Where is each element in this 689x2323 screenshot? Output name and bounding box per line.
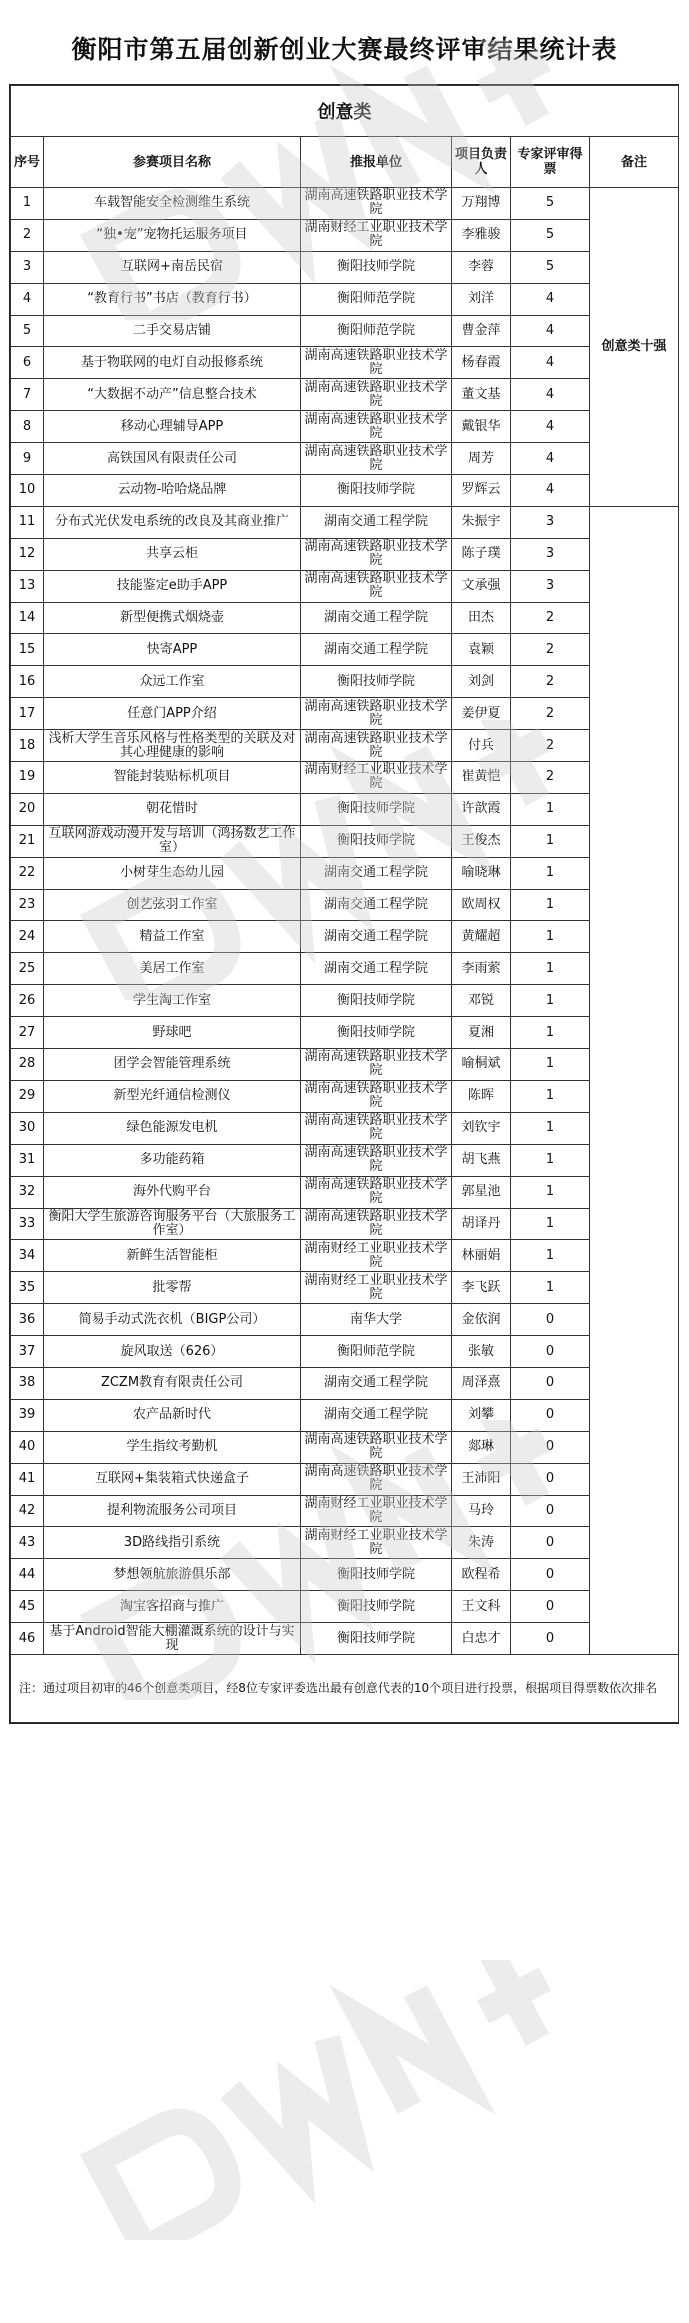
vote-count: 2 xyxy=(511,602,590,634)
table-row xyxy=(11,825,679,857)
vote-count: 1 xyxy=(511,1176,590,1208)
submitting-unit: 衡阳技师学院 xyxy=(301,793,452,825)
project-name: 农产品新时代 xyxy=(44,1399,301,1431)
vote-count: 0 xyxy=(511,1591,590,1623)
project-leader: 郭星池 xyxy=(452,1176,511,1208)
submitting-unit: 湖南高速铁路职业技术学院 xyxy=(301,698,452,730)
table-row xyxy=(11,1336,679,1368)
submitting-unit: 湖南高速铁路职业技术学院 xyxy=(301,1431,452,1463)
project-name: 技能鉴定e助手APP xyxy=(44,570,301,602)
vote-count: 0 xyxy=(511,1336,590,1368)
table-row xyxy=(11,1240,679,1272)
project-leader: 戴银华 xyxy=(452,411,511,443)
project-name: 美居工作室 xyxy=(44,953,301,985)
row-number: 3 xyxy=(11,251,44,283)
project-name: 提利物流服务公司项目 xyxy=(44,1495,301,1527)
project-name: 多功能药箱 xyxy=(44,1144,301,1176)
project-name: 批零帮 xyxy=(44,1272,301,1304)
project-leader: 金依润 xyxy=(452,1304,511,1336)
table-row xyxy=(11,921,679,953)
project-name: 学生指纹考勤机 xyxy=(44,1431,301,1463)
submitting-unit: 衡阳技师学院 xyxy=(301,1017,452,1049)
row-number: 1 xyxy=(11,188,44,220)
row-number: 38 xyxy=(11,1367,44,1399)
submitting-unit: 衡阳师范学院 xyxy=(301,283,452,315)
submitting-unit: 湖南财经工业职业技术学院 xyxy=(301,1240,452,1272)
row-number: 15 xyxy=(11,634,44,666)
project-name: 淘宝客招商与推广 xyxy=(44,1591,301,1623)
project-leader: 李飞跃 xyxy=(452,1272,511,1304)
footnote: 注：通过项目初审的46个创意类项目，经8位专家评委选出最有创意代表的10个项目进行投票，根据项目得票数依次排名 xyxy=(11,1654,679,1722)
page-title: 衡阳市第五届创新创业大赛最终评审结果统计表 xyxy=(71,35,618,64)
table-row xyxy=(11,1080,679,1112)
project-leader: 罗辉云 xyxy=(452,475,511,507)
project-leader: 周泽熹 xyxy=(452,1367,511,1399)
table-row xyxy=(11,985,679,1017)
project-leader: 付兵 xyxy=(452,730,511,762)
vote-count: 0 xyxy=(511,1495,590,1527)
project-leader: 白忠才 xyxy=(452,1623,511,1655)
project-leader: 刘剑 xyxy=(452,666,511,698)
submitting-unit: 湖南高速铁路职业技术学院 xyxy=(301,1176,452,1208)
table-row xyxy=(11,1208,679,1240)
vote-count: 2 xyxy=(511,698,590,730)
row-number: 8 xyxy=(11,411,44,443)
vote-count: 0 xyxy=(511,1463,590,1495)
project-name: 互联网+集装箱式快递盒子 xyxy=(44,1463,301,1495)
table-row xyxy=(11,251,679,283)
row-number: 13 xyxy=(11,570,44,602)
table-row xyxy=(11,698,679,730)
vote-count: 1 xyxy=(511,921,590,953)
row-number: 27 xyxy=(11,1017,44,1049)
row-number: 32 xyxy=(11,1176,44,1208)
vote-count: 1 xyxy=(511,889,590,921)
table-row xyxy=(11,953,679,985)
submitting-unit: 衡阳技师学院 xyxy=(301,985,452,1017)
vote-count: 1 xyxy=(511,793,590,825)
row-number: 2 xyxy=(11,219,44,251)
submitting-unit: 湖南高速铁路职业技术学院 xyxy=(301,1144,452,1176)
project-name: “教育行书”书店（教育行书） xyxy=(44,283,301,315)
vote-count: 2 xyxy=(511,634,590,666)
header-project: 参赛项目名称 xyxy=(44,137,301,188)
vote-count: 0 xyxy=(511,1367,590,1399)
table-row xyxy=(11,1495,679,1527)
project-name: 小树芽生态幼儿园 xyxy=(44,857,301,889)
table-row xyxy=(11,857,679,889)
project-name: 野球吧 xyxy=(44,1017,301,1049)
submitting-unit: 湖南交通工程学院 xyxy=(301,506,452,538)
project-name: 云动物-哈哈烧品牌 xyxy=(44,475,301,507)
vote-count: 1 xyxy=(511,1017,590,1049)
submitting-unit: 衡阳技师学院 xyxy=(301,666,452,698)
project-leader: 李雅骏 xyxy=(452,219,511,251)
submitting-unit: 湖南交通工程学院 xyxy=(301,857,452,889)
vote-count: 1 xyxy=(511,1272,590,1304)
header-note: 备注 xyxy=(590,137,679,188)
project-name: 海外代购平台 xyxy=(44,1176,301,1208)
row-number: 4 xyxy=(11,283,44,315)
submitting-unit: 湖南高速铁路职业技术学院 xyxy=(301,1208,452,1240)
vote-count: 2 xyxy=(511,666,590,698)
table-row xyxy=(11,1272,679,1304)
submitting-unit: 湖南高速铁路职业技术学院 xyxy=(301,538,452,570)
project-name: 朝花惜时 xyxy=(44,793,301,825)
submitting-unit: 湖南高速铁路职业技术学院 xyxy=(301,1080,452,1112)
row-number: 45 xyxy=(11,1591,44,1623)
project-name: 基于Android智能大棚灌溉系统的设计与实现 xyxy=(44,1623,301,1655)
submitting-unit: 湖南高速铁路职业技术学院 xyxy=(301,411,452,443)
vote-count: 0 xyxy=(511,1431,590,1463)
table-row xyxy=(11,188,679,220)
vote-count: 3 xyxy=(511,570,590,602)
project-leader: 夏湘 xyxy=(452,1017,511,1049)
project-leader: 欧周权 xyxy=(452,889,511,921)
note-empty xyxy=(590,506,679,1654)
vote-count: 1 xyxy=(511,825,590,857)
vote-count: 1 xyxy=(511,857,590,889)
submitting-unit: 衡阳技师学院 xyxy=(301,1591,452,1623)
table-row xyxy=(11,1112,679,1144)
project-name: 车载智能安全检测维生系统 xyxy=(44,188,301,220)
submitting-unit: 湖南高速铁路职业技术学院 xyxy=(301,1112,452,1144)
project-leader: 姜伊夏 xyxy=(452,698,511,730)
project-leader: 董文基 xyxy=(452,379,511,411)
watermark-graphic xyxy=(60,1960,660,2240)
vote-count: 0 xyxy=(511,1304,590,1336)
project-name: 3D路线指引系统 xyxy=(44,1527,301,1559)
vote-count: 1 xyxy=(511,1080,590,1112)
submitting-unit: 湖南交通工程学院 xyxy=(301,1399,452,1431)
row-number: 28 xyxy=(11,1049,44,1081)
vote-count: 2 xyxy=(511,762,590,794)
project-name: 简易手动式洗衣机（BIGP公司） xyxy=(44,1304,301,1336)
results-table xyxy=(10,85,679,1723)
row-number: 30 xyxy=(11,1112,44,1144)
project-name: 团学会智能管理系统 xyxy=(44,1049,301,1081)
row-number: 41 xyxy=(11,1463,44,1495)
submitting-unit: 湖南财经工业职业技术学院 xyxy=(301,1527,452,1559)
table-row xyxy=(11,283,679,315)
table-row xyxy=(11,602,679,634)
submitting-unit: 衡阳技师学院 xyxy=(301,475,452,507)
row-number: 19 xyxy=(11,762,44,794)
project-name: 基于物联网的电灯自动报修系统 xyxy=(44,347,301,379)
project-name: 共享云柜 xyxy=(44,538,301,570)
table-row xyxy=(11,411,679,443)
row-number: 16 xyxy=(11,666,44,698)
row-number: 21 xyxy=(11,825,44,857)
project-leader: 喻晓琳 xyxy=(452,857,511,889)
row-number: 33 xyxy=(11,1208,44,1240)
project-leader: 胡飞燕 xyxy=(452,1144,511,1176)
project-leader: 欧程希 xyxy=(452,1559,511,1591)
project-name: 绿色能源发电机 xyxy=(44,1112,301,1144)
table-row xyxy=(11,1017,679,1049)
note-top10: 创意类十强 xyxy=(590,188,679,507)
project-leader: 刘洋 xyxy=(452,283,511,315)
project-leader: 黄耀超 xyxy=(452,921,511,953)
row-number: 29 xyxy=(11,1080,44,1112)
vote-count: 3 xyxy=(511,506,590,538)
row-number: 10 xyxy=(11,475,44,507)
table-row xyxy=(11,762,679,794)
project-name: 创艺弦羽工作室 xyxy=(44,889,301,921)
project-leader: 周芳 xyxy=(452,443,511,475)
row-number: 23 xyxy=(11,889,44,921)
table-row xyxy=(11,1049,679,1081)
table-row xyxy=(11,1623,679,1655)
row-number: 42 xyxy=(11,1495,44,1527)
submitting-unit: 湖南交通工程学院 xyxy=(301,921,452,953)
submitting-unit: 湖南财经工业职业技术学院 xyxy=(301,762,452,794)
table-row xyxy=(11,1591,679,1623)
project-leader: 万翔博 xyxy=(452,188,511,220)
project-leader: 许歆霞 xyxy=(452,793,511,825)
project-name: 分布式光伏发电系统的改良及其商业推广 xyxy=(44,506,301,538)
row-number: 22 xyxy=(11,857,44,889)
submitting-unit: 衡阳技师学院 xyxy=(301,1559,452,1591)
project-leader: 田杰 xyxy=(452,602,511,634)
vote-count: 0 xyxy=(511,1399,590,1431)
submitting-unit: 湖南高速铁路职业技术学院 xyxy=(301,443,452,475)
row-number: 35 xyxy=(11,1272,44,1304)
submitting-unit: 衡阳技师学院 xyxy=(301,825,452,857)
row-number: 36 xyxy=(11,1304,44,1336)
row-number: 25 xyxy=(11,953,44,985)
project-name: 浅析大学生音乐风格与性格类型的关联及对其心理健康的影响 xyxy=(44,730,301,762)
header-votes: 专家评审得票 xyxy=(511,137,590,188)
row-number: 6 xyxy=(11,347,44,379)
project-leader: 王俊杰 xyxy=(452,825,511,857)
row-number: 24 xyxy=(11,921,44,953)
row-number: 37 xyxy=(11,1336,44,1368)
submitting-unit: 衡阳技师学院 xyxy=(301,1623,452,1655)
row-number: 26 xyxy=(11,985,44,1017)
row-number: 43 xyxy=(11,1527,44,1559)
submitting-unit: 湖南交通工程学院 xyxy=(301,953,452,985)
project-leader: 刘攀 xyxy=(452,1399,511,1431)
table-row xyxy=(11,1463,679,1495)
vote-count: 1 xyxy=(511,1208,590,1240)
table-row xyxy=(11,1144,679,1176)
submitting-unit: 衡阳师范学院 xyxy=(301,1336,452,1368)
project-name: “独•宠”宠物托运服务项目 xyxy=(44,219,301,251)
project-name: ZCZM教育有限责任公司 xyxy=(44,1367,301,1399)
project-name: 任意门APP介绍 xyxy=(44,698,301,730)
row-number: 18 xyxy=(11,730,44,762)
table-row xyxy=(11,634,679,666)
project-name: 互联网游戏动漫开发与培训（鸿扬数艺工作室） xyxy=(44,825,301,857)
project-name: 精益工作室 xyxy=(44,921,301,953)
header-leader: 项目负责人 xyxy=(452,137,511,188)
submitting-unit: 湖南交通工程学院 xyxy=(301,889,452,921)
project-name: 高铁国风有限责任公司 xyxy=(44,443,301,475)
project-leader: 邓锐 xyxy=(452,985,511,1017)
submitting-unit: 湖南高速铁路职业技术学院 xyxy=(301,347,452,379)
row-number: 17 xyxy=(11,698,44,730)
project-name: 学生淘工作室 xyxy=(44,985,301,1017)
submitting-unit: 衡阳技师学院 xyxy=(301,251,452,283)
section-title: 创意类 xyxy=(11,86,679,137)
submitting-unit: 湖南交通工程学院 xyxy=(301,1367,452,1399)
submitting-unit: 湖南交通工程学院 xyxy=(301,634,452,666)
vote-count: 4 xyxy=(511,283,590,315)
project-leader: 朱振宇 xyxy=(452,506,511,538)
vote-count: 2 xyxy=(511,730,590,762)
submitting-unit: 湖南交通工程学院 xyxy=(301,602,452,634)
submitting-unit: 湖南高速铁路职业技术学院 xyxy=(301,570,452,602)
header-unit: 推报单位 xyxy=(301,137,452,188)
vote-count: 5 xyxy=(511,251,590,283)
project-name: 互联网+南岳民宿 xyxy=(44,251,301,283)
project-name: 衡阳大学生旅游咨询服务平台（大旅服务工作室） xyxy=(44,1208,301,1240)
table-row xyxy=(11,1176,679,1208)
table-row xyxy=(11,538,679,570)
project-name: 梦想领航旅游俱乐部 xyxy=(44,1559,301,1591)
submitting-unit: 湖南高速铁路职业技术学院 xyxy=(301,1049,452,1081)
project-leader: 王沛阳 xyxy=(452,1463,511,1495)
vote-count: 1 xyxy=(511,985,590,1017)
vote-count: 0 xyxy=(511,1559,590,1591)
row-number: 12 xyxy=(11,538,44,570)
row-number: 44 xyxy=(11,1559,44,1591)
table-row xyxy=(11,1559,679,1591)
project-leader: 刘钦宇 xyxy=(452,1112,511,1144)
row-number: 39 xyxy=(11,1399,44,1431)
project-leader: 文承强 xyxy=(452,570,511,602)
project-name: 快寄APP xyxy=(44,634,301,666)
project-name: 新鲜生活智能柜 xyxy=(44,1240,301,1272)
table-row xyxy=(11,570,679,602)
submitting-unit: 湖南财经工业职业技术学院 xyxy=(301,1272,452,1304)
vote-count: 5 xyxy=(511,188,590,220)
table-row xyxy=(11,219,679,251)
project-name: 新型便携式烟烧壶 xyxy=(44,602,301,634)
vote-count: 1 xyxy=(511,1240,590,1272)
project-name: 二手交易店铺 xyxy=(44,315,301,347)
project-name: 旋风取送（626） xyxy=(44,1336,301,1368)
table-row xyxy=(11,1527,679,1559)
vote-count: 4 xyxy=(511,347,590,379)
row-number: 9 xyxy=(11,443,44,475)
submitting-unit: 衡阳师范学院 xyxy=(301,315,452,347)
submitting-unit: 湖南高速铁路职业技术学院 xyxy=(301,730,452,762)
project-leader: 马玲 xyxy=(452,1495,511,1527)
table-row xyxy=(11,1304,679,1336)
project-leader: 张敏 xyxy=(452,1336,511,1368)
submitting-unit: 南华大学 xyxy=(301,1304,452,1336)
project-leader: 李雨萦 xyxy=(452,953,511,985)
project-name: 智能封装贴标机项目 xyxy=(44,762,301,794)
table-row xyxy=(11,315,679,347)
project-leader: 杨春霞 xyxy=(452,347,511,379)
project-leader: 朱涛 xyxy=(452,1527,511,1559)
table-row xyxy=(11,1399,679,1431)
project-leader: 陈晖 xyxy=(452,1080,511,1112)
project-leader: 王文科 xyxy=(452,1591,511,1623)
submitting-unit: 湖南高速铁路职业技术学院 xyxy=(301,1463,452,1495)
project-leader: 林丽娟 xyxy=(452,1240,511,1272)
submitting-unit: 湖南高速铁路职业技术学院 xyxy=(301,188,452,220)
vote-count: 4 xyxy=(511,411,590,443)
row-number: 31 xyxy=(11,1144,44,1176)
project-name: 移动心理辅导APP xyxy=(44,411,301,443)
project-leader: 喻桐斌 xyxy=(452,1049,511,1081)
row-number: 5 xyxy=(11,315,44,347)
submitting-unit: 湖南高速铁路职业技术学院 xyxy=(301,379,452,411)
vote-count: 1 xyxy=(511,1112,590,1144)
table-row xyxy=(11,730,679,762)
submitting-unit: 湖南财经工业职业技术学院 xyxy=(301,219,452,251)
vote-count: 1 xyxy=(511,953,590,985)
vote-count: 1 xyxy=(511,1049,590,1081)
row-number: 40 xyxy=(11,1431,44,1463)
table-row xyxy=(11,347,679,379)
results-sheet xyxy=(9,84,679,1724)
project-leader: 陈子璞 xyxy=(452,538,511,570)
vote-count: 0 xyxy=(511,1527,590,1559)
vote-count: 0 xyxy=(511,1623,590,1655)
vote-count: 3 xyxy=(511,538,590,570)
row-number: 14 xyxy=(11,602,44,634)
project-leader: 袁颖 xyxy=(452,634,511,666)
submitting-unit: 湖南财经工业职业技术学院 xyxy=(301,1495,452,1527)
vote-count: 1 xyxy=(511,1144,590,1176)
vote-count: 5 xyxy=(511,219,590,251)
project-leader: 崔黄恺 xyxy=(452,762,511,794)
table-row xyxy=(11,889,679,921)
table-row xyxy=(11,506,679,538)
project-name: “大数据不动产”信息整合技术 xyxy=(44,379,301,411)
row-number: 34 xyxy=(11,1240,44,1272)
project-leader: 胡译丹 xyxy=(452,1208,511,1240)
vote-count: 4 xyxy=(511,475,590,507)
table-row xyxy=(11,475,679,507)
row-number: 20 xyxy=(11,793,44,825)
table-row xyxy=(11,443,679,475)
vote-count: 4 xyxy=(511,443,590,475)
table-row xyxy=(11,1431,679,1463)
row-number: 11 xyxy=(11,506,44,538)
header-no: 序号 xyxy=(11,137,44,188)
vote-count: 4 xyxy=(511,379,590,411)
vote-count: 4 xyxy=(511,315,590,347)
project-name: 众远工作室 xyxy=(44,666,301,698)
table-row xyxy=(11,379,679,411)
table-row xyxy=(11,1367,679,1399)
table-row xyxy=(11,666,679,698)
row-number: 46 xyxy=(11,1623,44,1655)
project-leader: 曹金萍 xyxy=(452,315,511,347)
project-leader: 李蓉 xyxy=(452,251,511,283)
project-name: 新型光纤通信检测仪 xyxy=(44,1080,301,1112)
table-row xyxy=(11,793,679,825)
project-leader: 郯琳 xyxy=(452,1431,511,1463)
row-number: 7 xyxy=(11,379,44,411)
